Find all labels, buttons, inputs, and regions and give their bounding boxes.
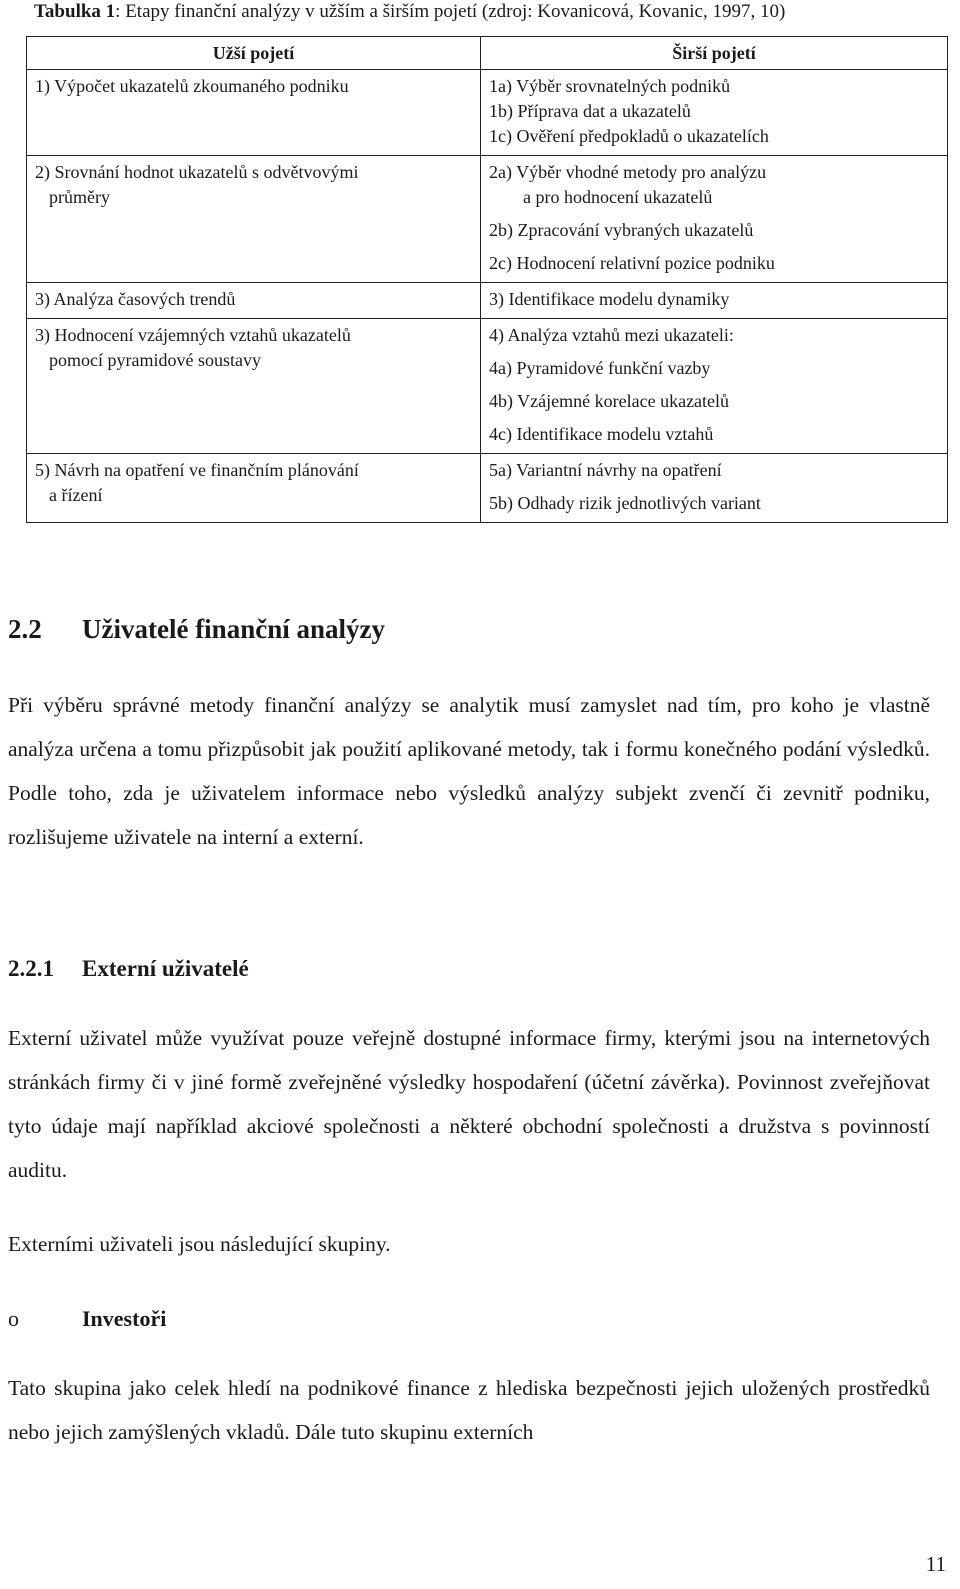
cell-line: 1a) Výběr srovnatelných podniků <box>489 76 731 96</box>
section-heading <box>8 614 385 645</box>
cell-line: pomocí pyramidové soustavy <box>49 350 261 370</box>
header-narrow: Užší pojetí <box>27 37 481 70</box>
cell-line: 2) Srovnání hodnot ukazatelů s odvětvovými <box>35 162 359 182</box>
bullet-title: Investoři <box>82 1306 167 1331</box>
table-row <box>27 70 948 156</box>
cell-line: 4a) Pyramidové funkční vazby <box>489 358 711 378</box>
cell-narrow <box>27 319 481 454</box>
cell-narrow <box>27 283 481 319</box>
cell-line: 2a) Výběr vhodné metody pro analýzu <box>489 162 767 182</box>
section-paragraph: Při výběru správné metody finanční analýzy se analytik musí zamyslet nad tím, pro koho je vlastně analýza určena a tomu přizpůsobit jak použití aplikované metody, tak i formu konečného podání výsledků. Podle toho, zda je uživatelem informace nebo výsledků analýzy subjekt zvenčí či zevnitř podniku, rozlišujeme uživatele na interní a externí. <box>8 693 930 849</box>
subsection-title: Externí uživatelé <box>82 956 249 981</box>
stages-table <box>26 36 948 523</box>
cell-line: 1c) Ověření předpokladů o ukazatelích <box>489 126 769 146</box>
cell-broad <box>481 70 948 156</box>
table-row <box>27 454 948 523</box>
cell-line: 5) Návrh na opatření ve finančním plánování <box>35 460 359 480</box>
cell-broad <box>481 319 948 454</box>
cell-broad <box>481 283 948 319</box>
cell-line: 3) Analýza časových trendů <box>35 289 236 309</box>
cell-line: a řízení <box>49 485 103 505</box>
table-header-row <box>27 37 948 70</box>
cell-line: 4b) Vzájemné korelace ukazatelů <box>489 391 730 411</box>
cell-line: 1b) Příprava dat a ukazatelů <box>489 101 691 121</box>
table-row <box>27 283 948 319</box>
cell-line: a pro hodnocení ukazatelů <box>523 187 713 207</box>
table-caption <box>34 0 785 24</box>
section-title: Uživatelé finanční analýzy <box>82 614 385 644</box>
caption-text: : Etapy finanční analýzy v užším a širším pojetí (zdroj: Kovanicová, Kovanic, 1997, 10) <box>115 1 786 22</box>
cell-line: průměry <box>49 187 110 207</box>
subsection-heading <box>8 956 249 982</box>
subsection-number: 2.2.1 <box>8 956 54 981</box>
section-number: 2.2 <box>8 614 42 644</box>
bullet-item <box>8 1306 166 1332</box>
table-row <box>27 156 948 283</box>
cell-broad <box>481 454 948 523</box>
bullet-paragraph: Tato skupina jako celek hledí na podnikové finance z hlediska bezpečnosti jejich uložených prostředků nebo jejich zamýšlených vkladů. Dále tuto skupinu externích <box>8 1376 930 1444</box>
subsection-paragraph-2: Externími uživateli jsou následující skupiny. <box>8 1232 391 1256</box>
header-broad: Širší pojetí <box>481 37 948 70</box>
cell-line: 2b) Zpracování vybraných ukazatelů <box>489 220 754 240</box>
cell-narrow <box>27 70 481 156</box>
caption-label: Tabulka 1 <box>34 1 116 22</box>
cell-line: 4c) Identifikace modelu vztahů <box>489 424 714 444</box>
cell-broad <box>481 156 948 283</box>
table-row <box>27 319 948 454</box>
cell-line: 4) Analýza vztahů mezi ukazateli: <box>489 325 734 345</box>
cell-narrow <box>27 156 481 283</box>
cell-line: 5a) Variantní návrhy na opatření <box>489 460 722 480</box>
page-number: 11 <box>925 1552 946 1576</box>
cell-line: 5b) Odhady rizik jednotlivých variant <box>489 493 761 513</box>
cell-narrow <box>27 454 481 523</box>
cell-line: 1) Výpočet ukazatelů zkoumaného podniku <box>35 76 349 96</box>
cell-line: 3) Identifikace modelu dynamiky <box>489 289 730 309</box>
subsection-paragraph-1: Externí uživatel může využívat pouze veřejně dostupné informace firmy, kterými jsou na internetových stránkách firmy či v jiné formě zveřejněné výsledky hospodaření (účetní závěrka). Povinnost zveřejňovat tyto údaje mají například akciové společnosti a některé obchodní společnosti a družstva s povinností auditu. <box>8 1026 930 1182</box>
bullet-marker: o <box>8 1306 19 1331</box>
cell-line: 2c) Hodnocení relativní pozice podniku <box>489 253 775 273</box>
cell-line: 3) Hodnocení vzájemných vztahů ukazatelů <box>35 325 351 345</box>
